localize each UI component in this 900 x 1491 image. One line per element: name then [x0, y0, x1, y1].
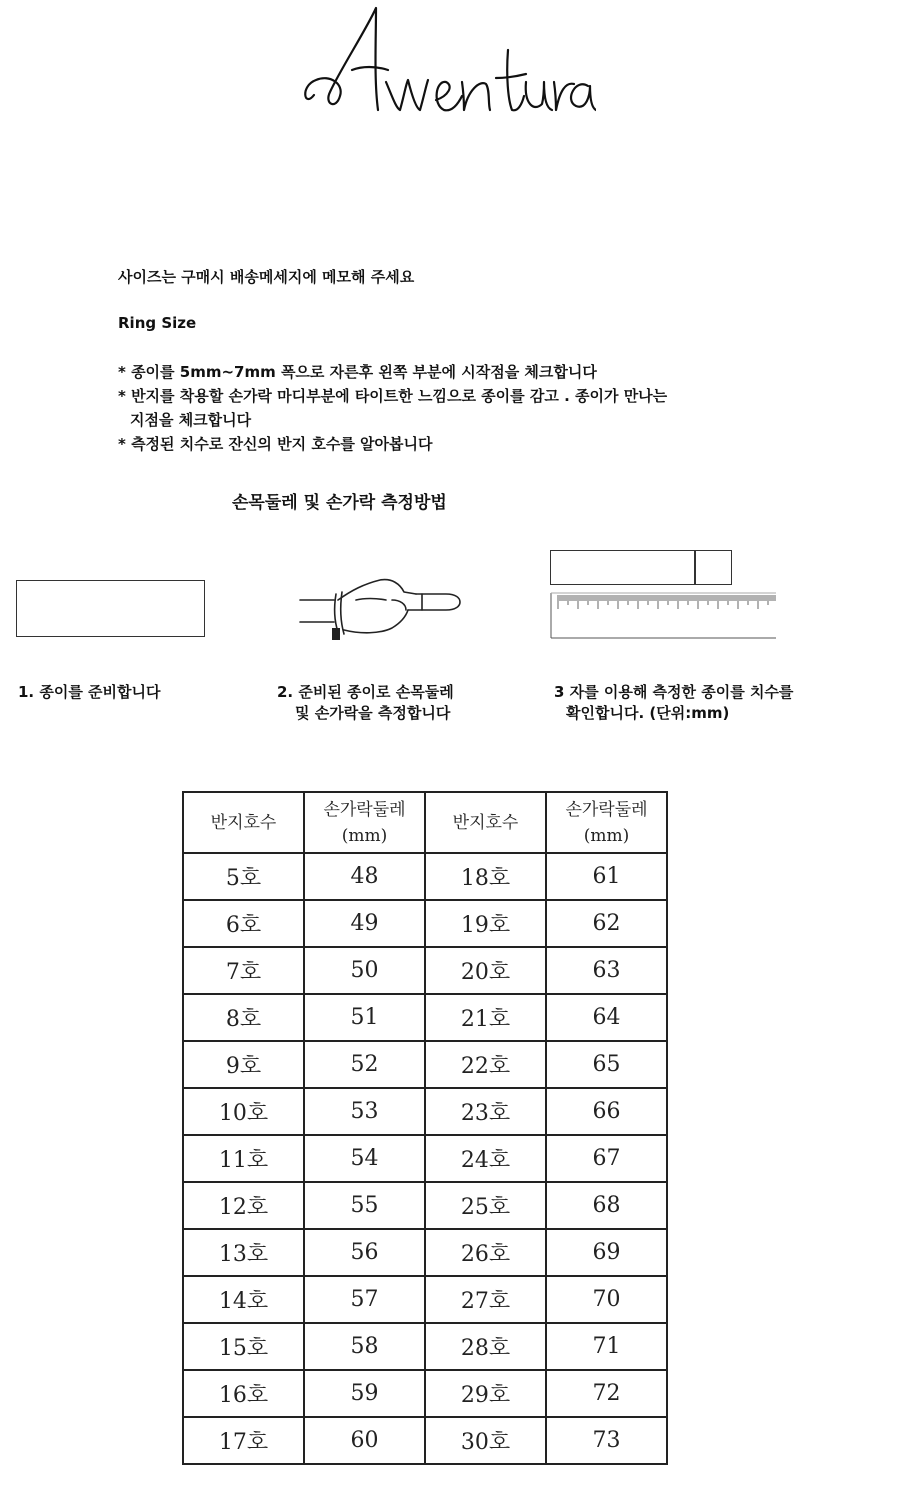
table-cell: 5호: [183, 853, 304, 900]
table-row: [183, 1135, 667, 1182]
table-cell: 53: [304, 1088, 425, 1135]
table-cell: 71: [546, 1323, 667, 1370]
table-row: [183, 900, 667, 947]
column-header-circumference: 손가락둘레 (mm): [304, 792, 425, 853]
table-cell: 15호: [183, 1323, 304, 1370]
table-cell: 69: [546, 1229, 667, 1276]
table-row: [183, 1182, 667, 1229]
table-cell: 29호: [425, 1370, 546, 1417]
table-row: [183, 994, 667, 1041]
table-cell: 60: [304, 1417, 425, 1464]
table-cell: 7호: [183, 947, 304, 994]
column-header-circumference: 손가락둘레 (mm): [546, 792, 667, 853]
table-cell: 51: [304, 994, 425, 1041]
table-cell: 9호: [183, 1041, 304, 1088]
table-cell: 56: [304, 1229, 425, 1276]
table-cell: 48: [304, 853, 425, 900]
table-cell: 12호: [183, 1182, 304, 1229]
notice-text: 사이즈는 구매시 배송메세지에 메모해 주세요: [118, 268, 415, 286]
table-cell: 54: [304, 1135, 425, 1182]
table-cell: 24호: [425, 1135, 546, 1182]
table-cell: 63: [546, 947, 667, 994]
table-cell: 10호: [183, 1088, 304, 1135]
table-cell: 16호: [183, 1370, 304, 1417]
section-title: Ring Size: [118, 314, 197, 332]
table-row: [183, 1417, 667, 1464]
table-cell: 70: [546, 1276, 667, 1323]
table-cell: 21호: [425, 994, 546, 1041]
bullet-item: * 종이를 5mm~7mm 폭으로 자른후 왼쪽 부분에 시작점을 체크합니다: [118, 363, 597, 381]
table-row: [183, 1088, 667, 1135]
table-row: [183, 1370, 667, 1417]
step-caption: 1. 종이를 준비합니다: [18, 683, 161, 701]
table-cell: 61: [546, 853, 667, 900]
table-cell: 18호: [425, 853, 546, 900]
table-cell: 30호: [425, 1417, 546, 1464]
step-caption: 3 자를 이용해 측정한 종이를 치수를 확인합니다. (단위:mm): [554, 683, 794, 722]
table-cell: 52: [304, 1041, 425, 1088]
table-row: [183, 853, 667, 900]
bullet-item: 지점을 체크합니다: [130, 411, 252, 429]
table-row: [183, 1041, 667, 1088]
table-row: [183, 947, 667, 994]
table-cell: 6호: [183, 900, 304, 947]
table-cell: 72: [546, 1370, 667, 1417]
hand-measure-illustration: [296, 570, 466, 646]
brand-logo: [296, 0, 596, 130]
table-cell: 62: [546, 900, 667, 947]
table-cell: 26호: [425, 1229, 546, 1276]
table-cell: 27호: [425, 1276, 546, 1323]
table-cell: 58: [304, 1323, 425, 1370]
table-cell: 8호: [183, 994, 304, 1041]
table-row: [183, 1229, 667, 1276]
column-header-ring-size: 반지호수: [425, 792, 546, 853]
table-cell: 66: [546, 1088, 667, 1135]
table-cell: 68: [546, 1182, 667, 1229]
table-cell: 20호: [425, 947, 546, 994]
table-row: [183, 1276, 667, 1323]
table-cell: 23호: [425, 1088, 546, 1135]
table-row: [183, 1323, 667, 1370]
table-cell: 28호: [425, 1323, 546, 1370]
table-cell: 22호: [425, 1041, 546, 1088]
table-cell: 57: [304, 1276, 425, 1323]
table-cell: 17호: [183, 1417, 304, 1464]
table-cell: 49: [304, 900, 425, 947]
bullet-item: * 반지를 착용할 손가락 마디부분에 타이트한 느낌으로 종이를 감고 . 종이가 만나는: [118, 387, 668, 405]
instruction-title: 손목둘레 및 손가락 측정방법: [232, 493, 447, 513]
table-cell: 14호: [183, 1276, 304, 1323]
table-cell: 59: [304, 1370, 425, 1417]
table-cell: 65: [546, 1041, 667, 1088]
ruler-illustration: [550, 592, 776, 640]
table-cell: 13호: [183, 1229, 304, 1276]
ring-size-table: [182, 791, 668, 1465]
table-cell: 55: [304, 1182, 425, 1229]
table-cell: 25호: [425, 1182, 546, 1229]
table-cell: 64: [546, 994, 667, 1041]
table-cell: 67: [546, 1135, 667, 1182]
column-header-ring-size: 반지호수: [183, 792, 304, 853]
measured-paper-illustration: [550, 550, 732, 585]
paper-strip-illustration: [16, 580, 205, 637]
table-cell: 11호: [183, 1135, 304, 1182]
table-cell: 50: [304, 947, 425, 994]
table-cell: 73: [546, 1417, 667, 1464]
bullet-item: * 측정된 치수로 잔신의 반지 호수를 알아봅니다: [118, 435, 433, 453]
table-header-row: [183, 792, 667, 853]
step-caption: 2. 준비된 종이로 손목둘레 및 손가락을 측정합니다: [277, 683, 454, 722]
table-cell: 19호: [425, 900, 546, 947]
